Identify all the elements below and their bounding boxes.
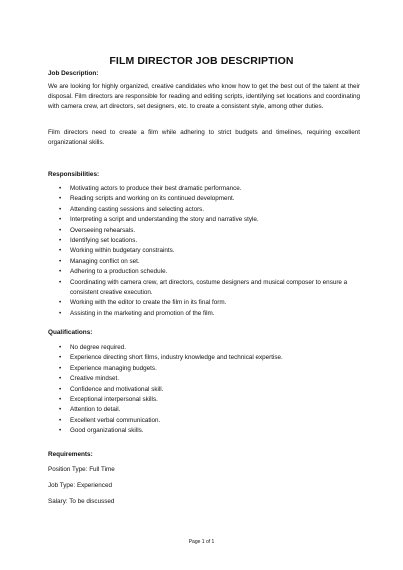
- list-item: • Assisting in the marketing and promotion of the film.: [58, 309, 358, 319]
- list-item: • Creative mindset.: [58, 374, 358, 384]
- list-item: • Working with the editor to create the film in its final form.: [58, 298, 358, 308]
- qualifications-heading: Qualifications:: [48, 329, 93, 336]
- responsibilities-list: [58, 184, 358, 319]
- salary: Salary: To be discussed: [48, 498, 115, 505]
- list-item: • Experience directing short films, industry knowledge and technical expertise.: [58, 353, 358, 363]
- list-item: • Motivating actors to produce their best dramatic performance.: [58, 184, 358, 194]
- job-type: Job Type: Experienced: [48, 482, 112, 489]
- requirements-heading: Requirements:: [48, 451, 93, 458]
- page-number: Page 1 of 1: [188, 539, 215, 545]
- job-description-paragraph-1: We are looking for highly organized, creative candidates who know how to get the best out of the talent at their disposal. Film directors are responsible for reading and editing scripts, identifying set locations and coordinating with camera crew, art directors, set designers, etc. to create a consistent style, among other duties.: [48, 83, 360, 111]
- list-item: • Managing conflict on set.: [58, 257, 358, 267]
- job-description-heading: Job Description:: [48, 70, 99, 77]
- list-item: • Attending casting sessions and selecting actors.: [58, 205, 358, 215]
- list-item: • Experience managing budgets.: [58, 364, 358, 374]
- position-type: Position Type: Full Time: [48, 466, 115, 473]
- list-item: • Overseeing rehearsals.: [58, 226, 358, 236]
- list-item: • Attention to detail.: [58, 405, 358, 415]
- list-item: • No degree required.: [58, 343, 358, 353]
- list-item: • Excellent verbal communication.: [58, 416, 358, 426]
- list-item: • Reading scripts and working on its continued development.: [58, 194, 358, 204]
- list-item: • Confidence and motivational skill.: [58, 385, 358, 395]
- list-item: • Coordinating with camera crew, art directors, costume designers and musical composer to ensure a consistent creative execution.: [58, 278, 358, 299]
- list-item: • Identifying set locations.: [58, 236, 358, 246]
- responsibilities-heading: Responsibilities:: [48, 171, 100, 178]
- job-description-paragraph-2: Film directors need to create a film while adhering to strict budgets and timelines, requiring excellent organizational skills.: [48, 129, 360, 147]
- list-item: • Good organizational skills.: [58, 426, 358, 436]
- qualifications-list: [58, 343, 358, 437]
- list-item: • Adhering to a production schedule.: [58, 267, 358, 277]
- list-item: • Exceptional interpersonal skills.: [58, 395, 358, 405]
- list-item: • Working within budgetary constraints.: [58, 246, 358, 256]
- list-item: • Interpreting a script and understanding the story and narrative style.: [58, 215, 358, 225]
- document-title: FILM DIRECTOR JOB DESCRIPTION: [109, 55, 294, 67]
